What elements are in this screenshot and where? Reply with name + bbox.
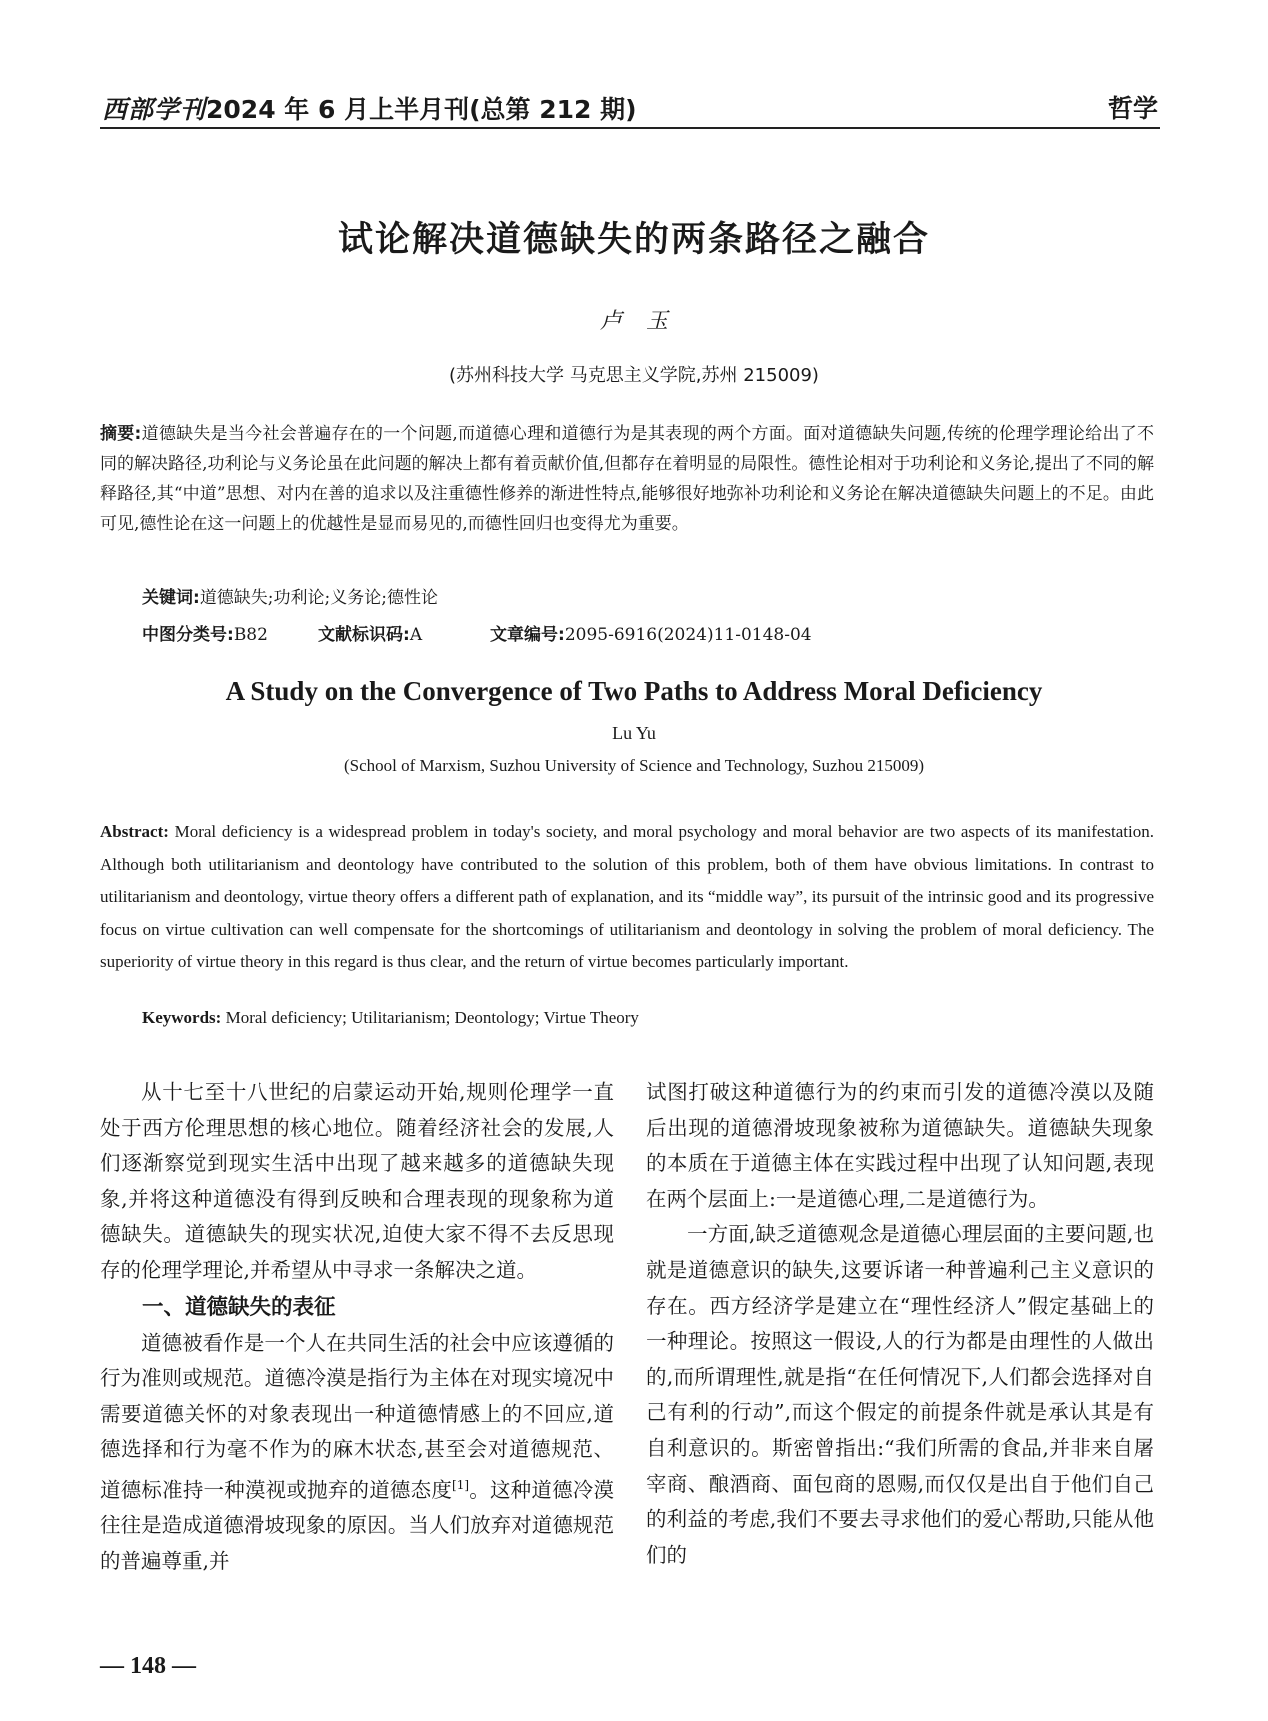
section-heading: 一、道德缺失的表征: [142, 1294, 336, 1320]
keywords-en: [142, 1008, 639, 1028]
clc-field: [142, 620, 318, 645]
body-text: 。这种道德冷漠往往是造成道德滑坡现象的原因。当人们放弃对道德规范的普遍尊重,并: [100, 1477, 615, 1573]
issue-info: 2024 年 6 月上半月刊(总第 212 期): [206, 95, 637, 124]
abstract-en-text: Moral deficiency is a widespread problem in today's society, and moral psychology and moral behavior are two aspects of its manifestation. Although both utilitarianism and deontology have contributed to the solution of this problem, both of them have obvious limitations. In contrast to utilitarianism and deontology, virtue theory offers a different path of explanation, and its “middle way”, its pursuit of the intrinsic good and its progressive focus on virtue cultivation can well compensate for the shortcomings of utilitarianism and deontology in solving the problem of moral deficiency. The superiority of virtue theory in this regard is thus clear, and the return of virtue becomes particularly important.: [100, 822, 1155, 971]
author-affiliation: (苏州科技大学 马克思主义学院,苏州 215009): [449, 365, 819, 386]
keywords-cn: [142, 583, 438, 608]
article-no-value: 2095-6916(2024)11-0148-04: [564, 625, 812, 645]
section-label: 哲学: [1107, 94, 1158, 123]
abstract-cn-text: 道德缺失是当今社会普遍存在的一个问题,而道德心理和道德行为是其表现的两个方面。面对道德缺失问题,传统的伦理学理论给出了不同的解决路径,功利论与义务论虽在此问题的解决上都有着贡献价值,但都存在着明显的局限性。德性论相对于功利论和义务论,提出了不同的解释路径,其“中道”思想、对内在善的追求以及注重德性修养的渐进性特点,能够很好地弥补功利论和义务论在解决道德缺失问题上的不足。由此可见,德性论在这一问题上的优越性是显而易见的,而德性回归也变得尤为重要。: [100, 424, 1154, 534]
body-text: 道德被看作是一个人在共同生活的社会中应该遵循的行为准则或规范。道德冷漠是指行为主体在对现实境况中需要道德关怀的对象表现出一种道德情感上的不回应,道德选择和行为毫不作为的麻木状态,甚至会对道德规范、道德标准持一种漠视或抛弃的道德态度: [100, 1330, 614, 1502]
journal-logo: 西部学刊: [102, 95, 207, 124]
author-name: 卢玉: [599, 309, 692, 334]
abstract-en-label: Abstract:: [100, 822, 169, 841]
doc-code-label: 文献标识码:: [318, 625, 410, 645]
body-column-left: [100, 1075, 614, 1580]
classification-row: [142, 620, 812, 645]
abstract-cn: [100, 419, 1154, 539]
body-column-right: [646, 1075, 1154, 1573]
doc-code-field: [318, 620, 490, 645]
abstract-cn-label: 摘要:: [100, 424, 142, 444]
author-affiliation-en: (School of Marxism, Suzhou University of Science and Technology, Suzhou 215009): [343, 756, 925, 775]
keywords-en-label: Keywords:: [142, 1008, 222, 1027]
body-paragraph: 一方面,缺乏道德观念是道德心理层面的主要问题,也就是道德意识的缺失,这要诉诸一种普遍利己主义意识的存在。西方经济学是建立在“理性经济人”假定基础上的一种理论。按照这一假设,人的行为都是由理性的人做出的,而所谓理性,就是指“在任何情况下,人们都会选择对自己有利的行动”,而这个假定的前提条件就是承认其是有自利意识的。斯密曾指出:“我们所需的食品,并非来自屠宰商、酿酒商、面包商的恩赐,而仅仅是出自于他们自己的利益的考虑,我们不要去寻求他们的爱心帮助,只能从他们的: [646, 1222, 1154, 1567]
keywords-en-text: Moral deficiency; Utilitarianism; Deontology; Virtue Theory: [225, 1008, 639, 1027]
header-divider: [100, 127, 1160, 129]
citation-ref[interactable]: [1]: [452, 1477, 470, 1492]
article-no-label: 文章编号:: [490, 625, 565, 645]
clc-label: 中图分类号:: [142, 625, 234, 645]
author-name-en: Lu Yu: [612, 723, 656, 743]
article-title-en: A Study on the Convergence of Two Paths to Address Moral Deficiency: [225, 676, 1043, 706]
article-title: 试论解决道德缺失的两条路径之融合: [337, 220, 930, 260]
body-paragraph: 从十七至十八世纪的启蒙运动开始,规则伦理学一直处于西方伦理思想的核心地位。随着经济社会的发展,人们逐渐察觉到现实生活中出现了越来越多的道德缺失现象,并将这种道德没有得到反映和合理表现的现象称为道德缺失。道德缺失的现实状况,迫使大家不得不去反思现存的伦理学理论,并希望从中寻求一条解决之道。: [100, 1080, 614, 1282]
body-paragraph: [100, 1326, 614, 1580]
clc-value: B82: [233, 625, 268, 645]
doc-code-value: A: [409, 625, 423, 645]
page-number: — 148 —: [100, 1653, 196, 1679]
journal-header: [102, 90, 637, 126]
keywords-cn-text: 道德缺失;功利论;义务论;德性论: [199, 588, 438, 608]
article-no-field: [490, 620, 812, 645]
abstract-en: [100, 816, 1154, 979]
keywords-cn-label: 关键词:: [142, 588, 200, 608]
body-paragraph: 试图打破这种道德行为的约束而引发的道德冷漠以及随后出现的道德滑坡现象被称为道德缺失。道德缺失现象的本质在于道德主体在实践过程中出现了认知问题,表现在两个层面上:一是道德心理,二是道德行为。: [646, 1080, 1154, 1211]
